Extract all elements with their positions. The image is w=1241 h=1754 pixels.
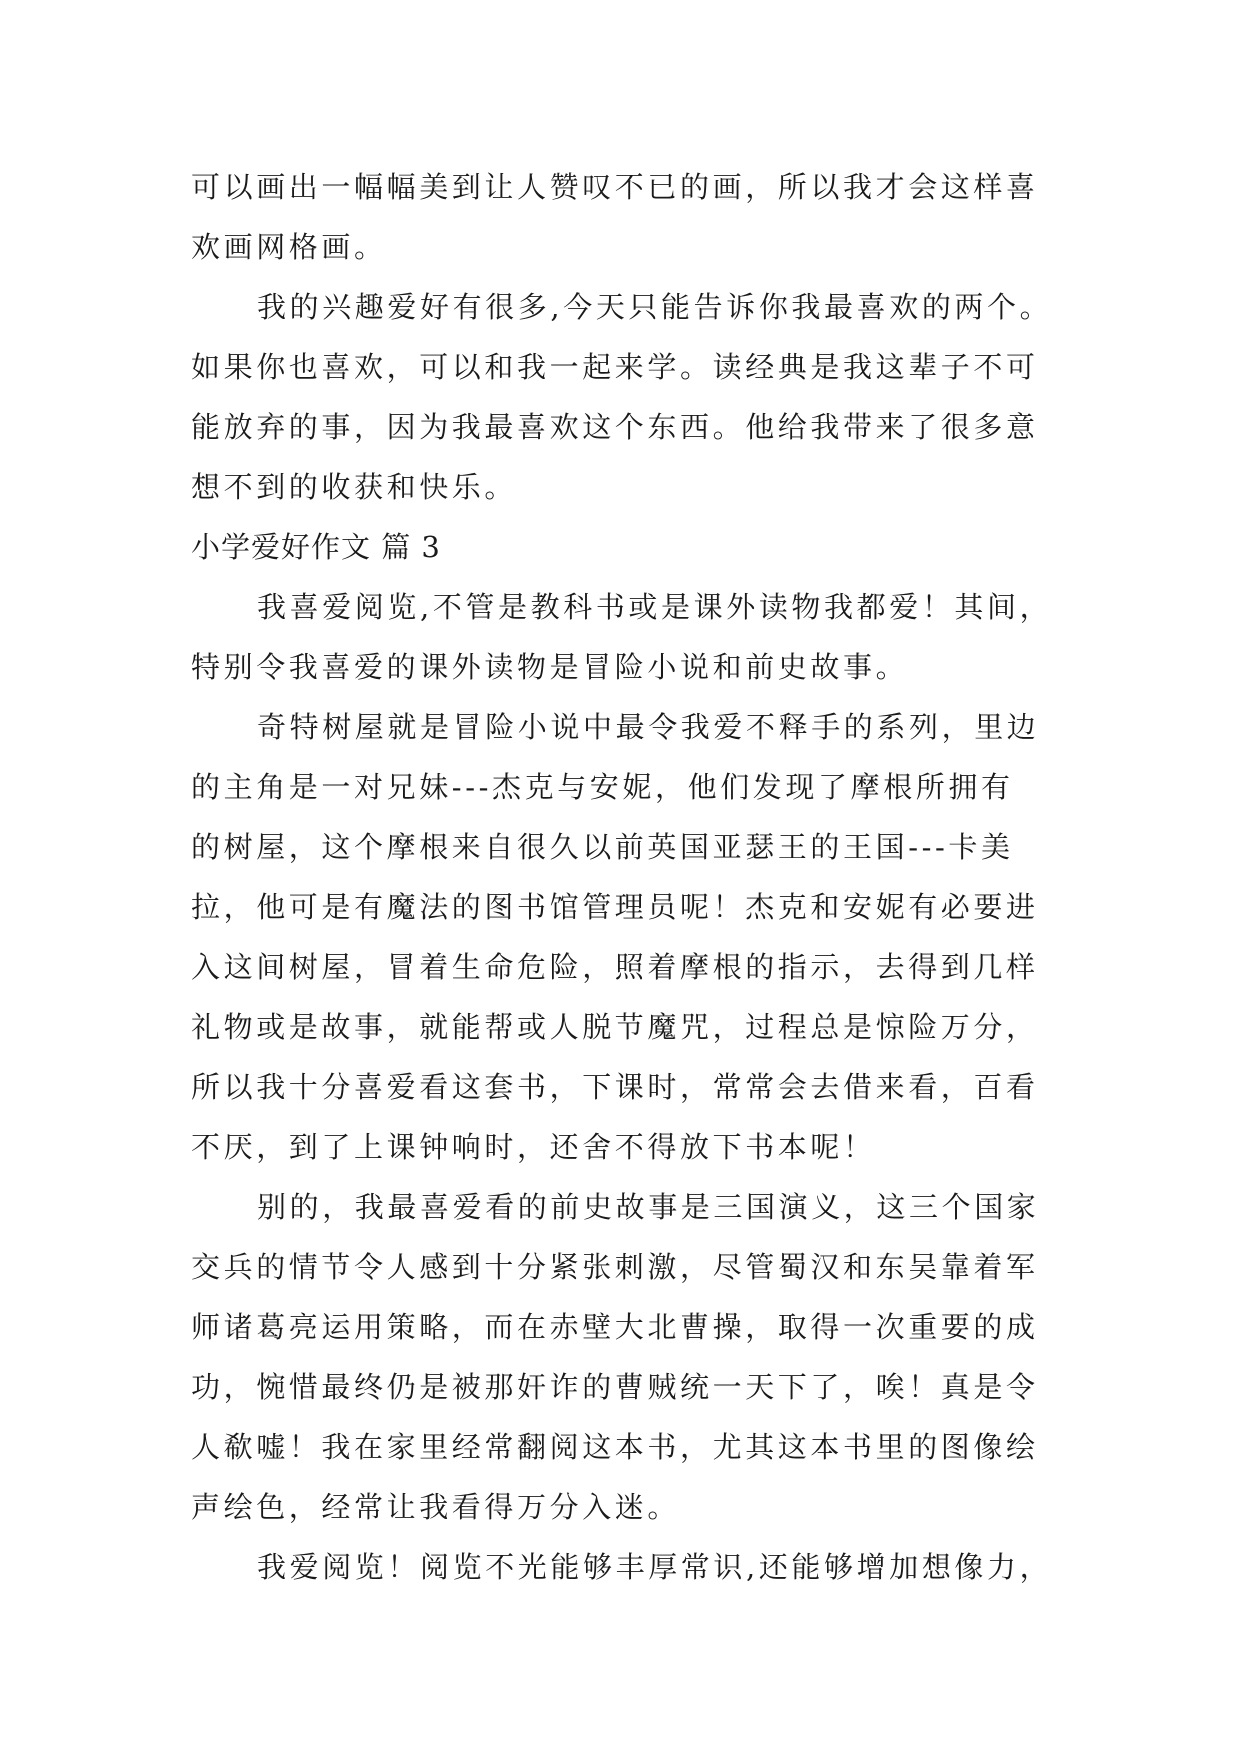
paragraph-start-line: 别的，我最喜爱看的前史故事是三国演义，这三个国家 <box>257 1190 1040 1224</box>
text-line: 欢画网格画。 <box>191 230 387 264</box>
text-line: 入这间树屋，冒着生命危险，照着摩根的指示，去得到几样 <box>191 950 1039 984</box>
text-line: 能放弃的事，因为我最喜欢这个东西。他给我带来了很多意 <box>191 410 1039 444</box>
text-line: 如果你也喜欢，可以和我一起来学。读经典是我这辈子不可 <box>191 350 1039 384</box>
text-line: 可以画出一幅幅美到让人赞叹不已的画，所以我才会这样喜 <box>191 170 1039 204</box>
text-line: 特别令我喜爱的课外读物是冒险小说和前史故事。 <box>191 650 909 684</box>
text-line: 的树屋，这个摩根来自很久以前英国亚瑟王的王国---卡美 <box>191 830 1014 864</box>
paragraph-start-line: 奇特树屋就是冒险小说中最令我爱不释手的系列，里边 <box>257 710 1040 744</box>
paragraph-start-line: 我喜爱阅览,不管是教科书或是课外读物我都爱！其间， <box>257 590 1053 624</box>
text-line: 师诸葛亮运用策略，而在赤壁大北曹操，取得一次重要的成 <box>191 1310 1039 1344</box>
text-line: 所以我十分喜爱看这套书，下课时，常常会去借来看，百看 <box>191 1070 1039 1104</box>
paragraph-start-line: 我爱阅览！阅览不光能够丰厚常识,还能够增加想像力， <box>257 1550 1053 1584</box>
text-line: 礼物或是故事，就能帮或人脱节魔咒，过程总是惊险万分， <box>191 1010 1039 1044</box>
text-line: 人欷嘘！我在家里经常翻阅这本书，尤其这本书里的图像绘 <box>191 1430 1039 1464</box>
paragraph-start-line: 我的兴趣爱好有很多,今天只能告诉你我最喜欢的两个。 <box>257 290 1053 324</box>
text-line: 交兵的情节令人感到十分紧张刺激，尽管蜀汉和东吴靠着军 <box>191 1250 1039 1284</box>
text-line: 拉，他可是有魔法的图书馆管理员呢！杰克和安妮有必要进 <box>191 890 1039 924</box>
text-line: 想不到的收获和快乐。 <box>191 470 518 504</box>
text-line: 功，惋惜最终仍是被那奸诈的曹贼统一天下了，唉！真是令 <box>191 1370 1039 1404</box>
text-line: 的主角是一对兄妹---杰克与安妮，他们发现了摩根所拥有 <box>191 770 1014 804</box>
text-line: 声绘色，经常让我看得万分入迷。 <box>191 1490 681 1524</box>
section-heading: 小学爱好作文 篇 3 <box>191 530 441 564</box>
text-line: 不厌，到了上课钟响时，还舍不得放下书本呢！ <box>191 1130 876 1164</box>
document-body <box>191 157 1091 1597</box>
